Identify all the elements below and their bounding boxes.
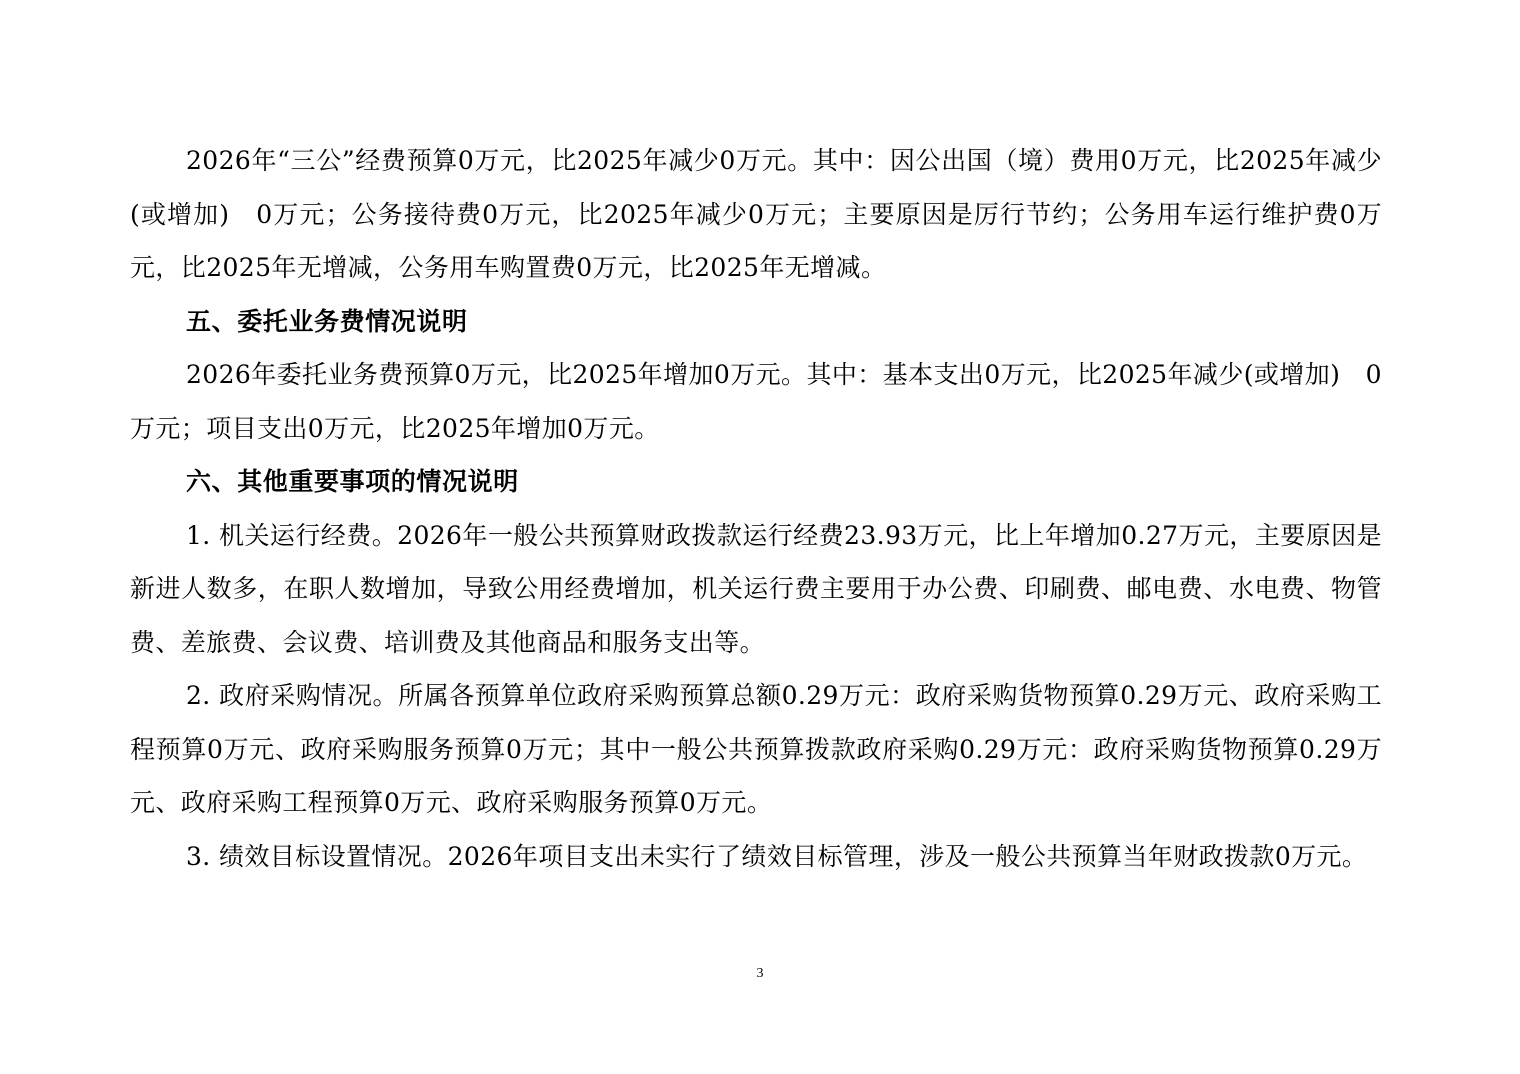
paragraph-operating-expenses: 1. 机关运行经费。2026年一般公共预算财政拨款运行经费23.93万元，比上年增加0.27万元，主要原因是新进人数多，在职人数增加，导致公用经费增加，机关运行费主要用于办公费、印刷费、邮电费、水电费、物管费、差旅费、会议费、培训费及其他商品和服务支出等。 <box>130 520 1382 657</box>
section-heading-other-matters: 六、其他重要事项的情况说明 <box>186 467 519 496</box>
paragraph-government-procurement: 2. 政府采购情况。所属各预算单位政府采购预算总额0.29万元：政府采购货物预算0.29万元、政府采购工程预算0万元、政府采购服务预算0万元；其中一般公共预算拨款政府采购0.29万元：政府采购货物预算0.29万元、政府采购工程预算0万元、政府采购服务预算0万元。 <box>130 681 1382 817</box>
paragraph-performance-targets: 3. 绩效目标设置情况。2026年项目支出未实行了绩效目标管理，涉及一般公共预算当年财政拨款0万元。 <box>186 841 1368 871</box>
page-number: 3 <box>756 966 764 981</box>
paragraph-entrusted-business: 2026年委托业务费预算0万元，比2025年增加0万元。其中：基本支出0万元，比2025年减少(或增加) 0万元；项目支出0万元，比2025年增加0万元。 <box>130 360 1382 443</box>
paragraph-three-public-expenses: 2026年“三公”经费预算0万元，比2025年减少0万元。其中：因公出国（境）费用0万元，比2025年减少(或增加) 0万元；公务接待费0万元，比2025年减少0万元；主要原因是厉行节约；公务用车运行维护费0万元，比2025年无增减，公务用车购置费0万元，比2025年无增减。 <box>130 146 1382 282</box>
document-body <box>130 134 1382 883</box>
section-heading-entrusted-business: 五、委托业务费情况说明 <box>186 306 468 336</box>
